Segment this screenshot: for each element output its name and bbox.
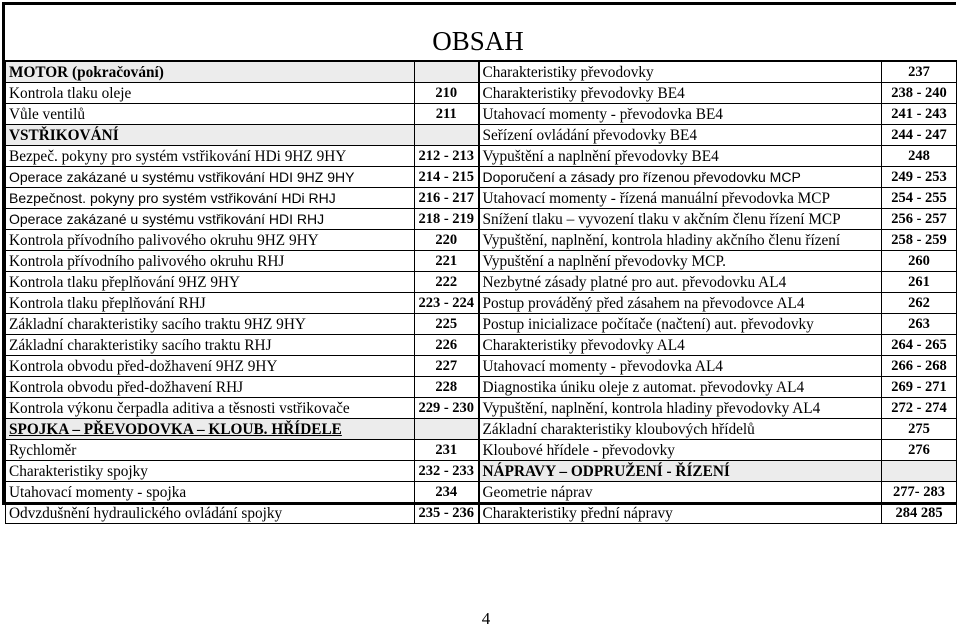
entry-page: 269 - 271 (882, 377, 957, 398)
entry-title: Kontrola přívodního palivového okruhu 9HZ 9HY (6, 230, 415, 251)
entry-page: 275 (882, 419, 957, 440)
entry-page: 218 - 219 (415, 209, 479, 230)
entry-page: 238 - 240 (882, 83, 957, 104)
entry-page: 254 - 255 (882, 188, 957, 209)
entry-title: Diagnostika úniku oleje z automat. převodovky AL4 (479, 377, 882, 398)
entry-title: Bezpečnost. pokyny pro systém vstřikování HDi RHJ (6, 188, 415, 209)
table-row (6, 419, 957, 440)
entry-page: 248 (882, 146, 957, 167)
table-row (6, 398, 957, 419)
entry-title: Charakteristiky převodovky BE4 (479, 83, 882, 104)
entry-page (415, 125, 479, 146)
entry-page: 256 - 257 (882, 209, 957, 230)
section-heading: MOTOR (pokračování) (6, 61, 415, 83)
entry-title: Operace zakázané u systému vstřikování HDI RHJ (6, 209, 415, 230)
page-title: OBSAH (432, 26, 524, 56)
contents-rows (6, 61, 957, 524)
entry-page: 237 (882, 61, 957, 83)
entry-page (415, 419, 479, 440)
entry-page: 220 (415, 230, 479, 251)
entry-page: 231 (415, 440, 479, 461)
table-row (6, 167, 957, 188)
entry-title: Kontrola tlaku přeplňování 9HZ 9HY (6, 272, 415, 293)
entry-page: 266 - 268 (882, 356, 957, 377)
entry-title: Základní charakteristiky sacího traktu 9HZ 9HY (6, 314, 415, 335)
entry-page: 272 - 274 (882, 398, 957, 419)
table-row (6, 440, 957, 461)
entry-page: 258 - 259 (882, 230, 957, 251)
entry-page: 244 - 247 (882, 125, 957, 146)
entry-title: Kontrola přívodního palivového okruhu RHJ (6, 251, 415, 272)
entry-title: Základní charakteristiky sacího traktu RHJ (6, 335, 415, 356)
entry-title: Kloubové hřídele - převodovky (479, 440, 882, 461)
entry-title: Vypuštění, naplnění, kontrola hladiny převodovky AL4 (479, 398, 882, 419)
entry-page: 212 - 213 (415, 146, 479, 167)
entry-title: Charakteristiky přední nápravy (479, 503, 882, 524)
entry-page: 222 (415, 272, 479, 293)
entry-title: Kontrola výkonu čerpadla aditiva a těsnosti vstřikovače (6, 398, 415, 419)
entry-title: Bezpeč. pokyny pro systém vstřikování HDi 9HZ 9HY (6, 146, 415, 167)
entry-page: 249 - 253 (882, 167, 957, 188)
section-heading: SPOJKA – PŘEVODOVKA – KLOUB. HŘÍDELE (6, 419, 415, 440)
entry-title: Utahovací momenty - řízená manuální převodovka MCP (479, 188, 882, 209)
table-row (6, 377, 957, 398)
entry-title: Postup prováděný před zásahem na převodovce AL4 (479, 293, 882, 314)
entry-page: 261 (882, 272, 957, 293)
page-number: 4 (481, 609, 491, 628)
table-row (6, 146, 957, 167)
table-row (6, 104, 957, 125)
section-heading: NÁPRAVY – ODPRUŽENÍ - ŘÍZENÍ (479, 461, 882, 482)
entry-page: 263 (882, 314, 957, 335)
entry-page: 262 (882, 293, 957, 314)
entry-title: Charakteristiky spojky (6, 461, 415, 482)
entry-page: 210 (415, 83, 479, 104)
table-row (6, 61, 957, 83)
table-row (6, 314, 957, 335)
entry-title: Vypuštění a naplnění převodovky MCP. (479, 251, 882, 272)
entry-title: Vypuštění, naplnění, kontrola hladiny akčního členu řízení (479, 230, 882, 251)
entry-page: 235 - 236 (415, 503, 479, 524)
table-row (6, 461, 957, 482)
entry-page: 216 - 217 (415, 188, 479, 209)
entry-title: Charakteristiky převodovky (479, 61, 882, 83)
contents-table (5, 60, 957, 524)
entry-title: Postup inicializace počítače (načtení) aut. převodovky (479, 314, 882, 335)
table-row (6, 356, 957, 377)
entry-title: Operace zakázané u systému vstřikování HDI 9HZ 9HY (6, 167, 415, 188)
entry-title: Kontrola tlaku přeplňování RHJ (6, 293, 415, 314)
table-row (6, 83, 957, 104)
entry-title: Nezbytné zásady platné pro aut. převodovku AL4 (479, 272, 882, 293)
entry-page: 277- 283 (882, 482, 957, 503)
entry-page (882, 461, 957, 482)
entry-title: Utahovací momenty - převodovka AL4 (479, 356, 882, 377)
section-heading: VSTŘIKOVÁNÍ (6, 125, 415, 146)
entry-page: 225 (415, 314, 479, 335)
table-row (6, 125, 957, 146)
entry-page: 211 (415, 104, 479, 125)
entry-title: Geometrie náprav (479, 482, 882, 503)
entry-page: 227 (415, 356, 479, 377)
entry-title: Kontrola obvodu před-dožhavení RHJ (6, 377, 415, 398)
entry-title: Základní charakteristiky kloubových hřídelů (479, 419, 882, 440)
entry-page: 284 285 (882, 503, 957, 524)
entry-page: 221 (415, 251, 479, 272)
table-row (6, 251, 957, 272)
entry-title: Seřízení ovládání převodovky BE4 (479, 125, 882, 146)
entry-title: Kontrola tlaku oleje (6, 83, 415, 104)
entry-page: 229 - 230 (415, 398, 479, 419)
entry-page: 234 (415, 482, 479, 503)
entry-page: 214 - 215 (415, 167, 479, 188)
entry-page: 226 (415, 335, 479, 356)
entry-title: Kontrola obvodu před-dožhavení 9HZ 9HY (6, 356, 415, 377)
entry-page: 241 - 243 (882, 104, 957, 125)
entry-title: Vůle ventilů (6, 104, 415, 125)
table-row (6, 188, 957, 209)
entry-page: 232 - 233 (415, 461, 479, 482)
entry-page (415, 61, 479, 83)
entry-page: 264 - 265 (882, 335, 957, 356)
entry-title: Doporučení a zásady pro řízenou převodovku MCP (479, 167, 882, 188)
table-row (6, 503, 957, 524)
entry-title: Utahovací momenty - spojka (6, 482, 415, 503)
table-row (6, 482, 957, 503)
table-row (6, 230, 957, 251)
table-row (6, 209, 957, 230)
entry-title: Vypuštění a naplnění převodovky BE4 (479, 146, 882, 167)
table-row (6, 272, 957, 293)
entry-title: Snížení tlaku – vyvození tlaku v akčním členu řízení MCP (479, 209, 882, 230)
entry-title: Utahovací momenty - převodovka BE4 (479, 104, 882, 125)
entry-title: Rychloměr (6, 440, 415, 461)
entry-page: 276 (882, 440, 957, 461)
entry-page: 260 (882, 251, 957, 272)
entry-page: 228 (415, 377, 479, 398)
entry-title: Charakteristiky převodovky AL4 (479, 335, 882, 356)
table-row (6, 335, 957, 356)
table-row (6, 293, 957, 314)
entry-title: Odvzdušnění hydraulického ovládání spojky (6, 503, 415, 524)
entry-page: 223 - 224 (415, 293, 479, 314)
